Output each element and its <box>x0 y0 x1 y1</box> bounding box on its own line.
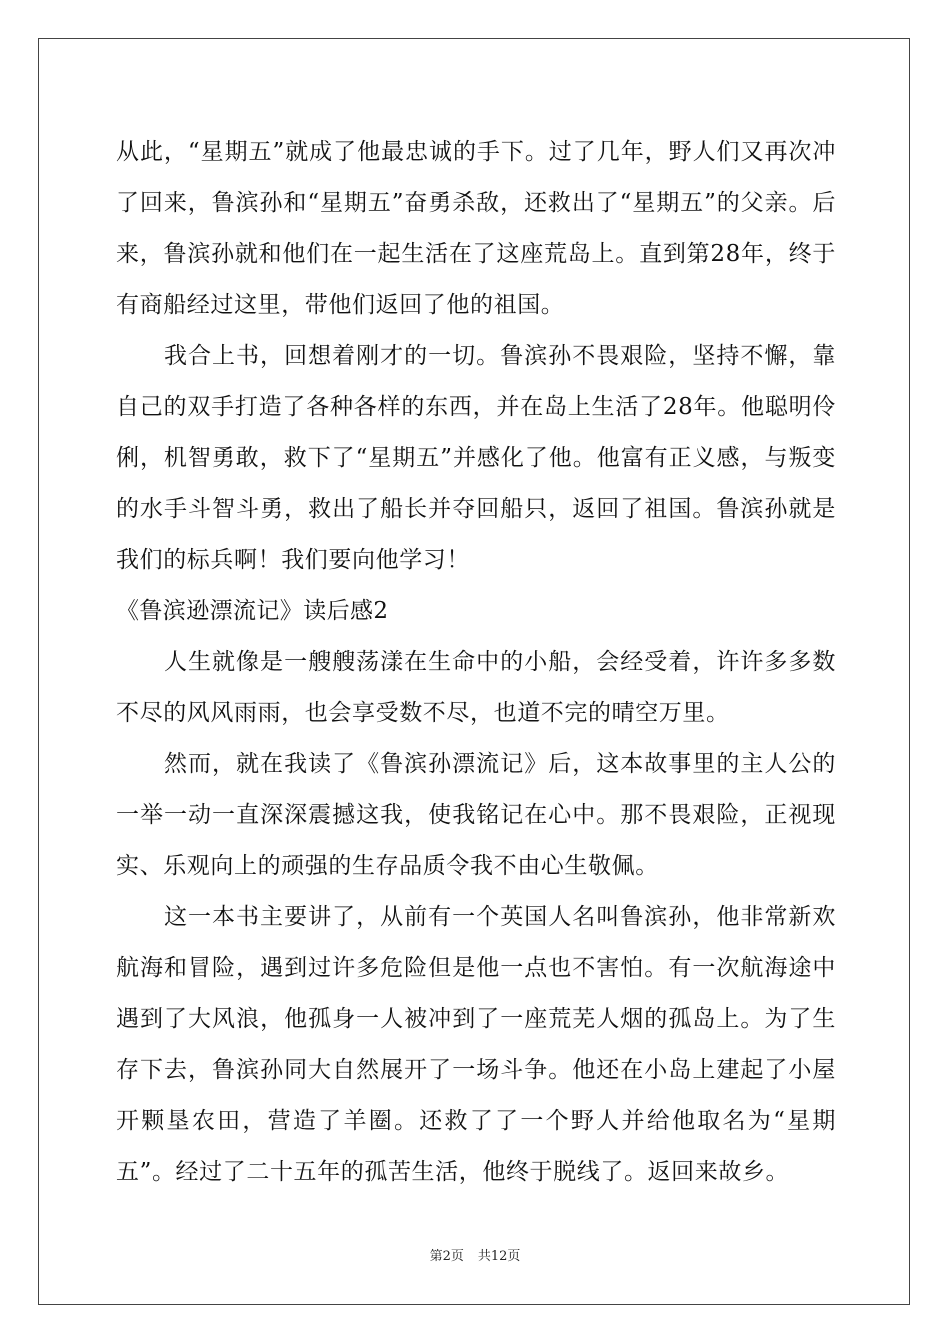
paragraph-1: 从此，“星期五”就成了他最忠诚的手下。过了几年，野人们又再次冲了回来，鲁滨孙和“星期五”奋勇杀敌，还救出了“星期五”的父亲。后来，鲁滨孙就和他们在一起生活在了这座荒岛上。直到第28年，终于有商船经过这里，带他们返回了他的祖国。 <box>116 139 836 318</box>
section-heading: 《鲁滨逊漂流记》读后感2 <box>116 598 389 624</box>
document-body <box>116 127 836 1198</box>
page-total: 共12页 <box>477 1249 521 1264</box>
paragraph-5: 这一本书主要讲了，从前有一个英国人名叫鲁滨孙，他非常新欢航海和冒险，遇到过许多危险但是他一点也不害怕。有一次航海途中遇到了大风浪，他孤身一人被冲到了一座荒芜人烟的孤岛上。为了生存下去，鲁滨孙同大自然展开了一场斗争。他还在小岛上建起了小屋开颗垦农田，营造了羊圈。还救了了一个野人并给他取名为“星期五”。经过了二十五年的孤苦生活，他终于脱线了。返回来故乡。 <box>116 904 836 1185</box>
page-footer <box>0 1248 950 1266</box>
paragraph-3: 人生就像是一艘艘荡漾在生命中的小船，会经受着，许许多多数不尽的风风雨雨，也会享受数不尽，也道不完的晴空万里。 <box>116 649 836 726</box>
paragraph-4: 然而，就在我读了《鲁滨孙漂流记》后，这本故事里的主人公的一举一动一直深深震撼这我，使我铭记在心中。那不畏艰险，正视现实、乐观向上的顽强的生存品质令我不由心生敬佩。 <box>116 751 836 879</box>
page-number: 第2页 <box>429 1249 464 1264</box>
paragraph-2: 我合上书，回想着刚才的一切。鲁滨孙不畏艰险，坚持不懈，靠自己的双手打造了各种各样的东西，并在岛上生活了28年。他聪明伶俐，机智勇敢，救下了“星期五”并感化了他。他富有正义感，与叛变的水手斗智斗勇，救出了船长并夺回船只，返回了祖国。鲁滨孙就是我们的标兵啊！我们要向他学习！ <box>116 343 836 573</box>
